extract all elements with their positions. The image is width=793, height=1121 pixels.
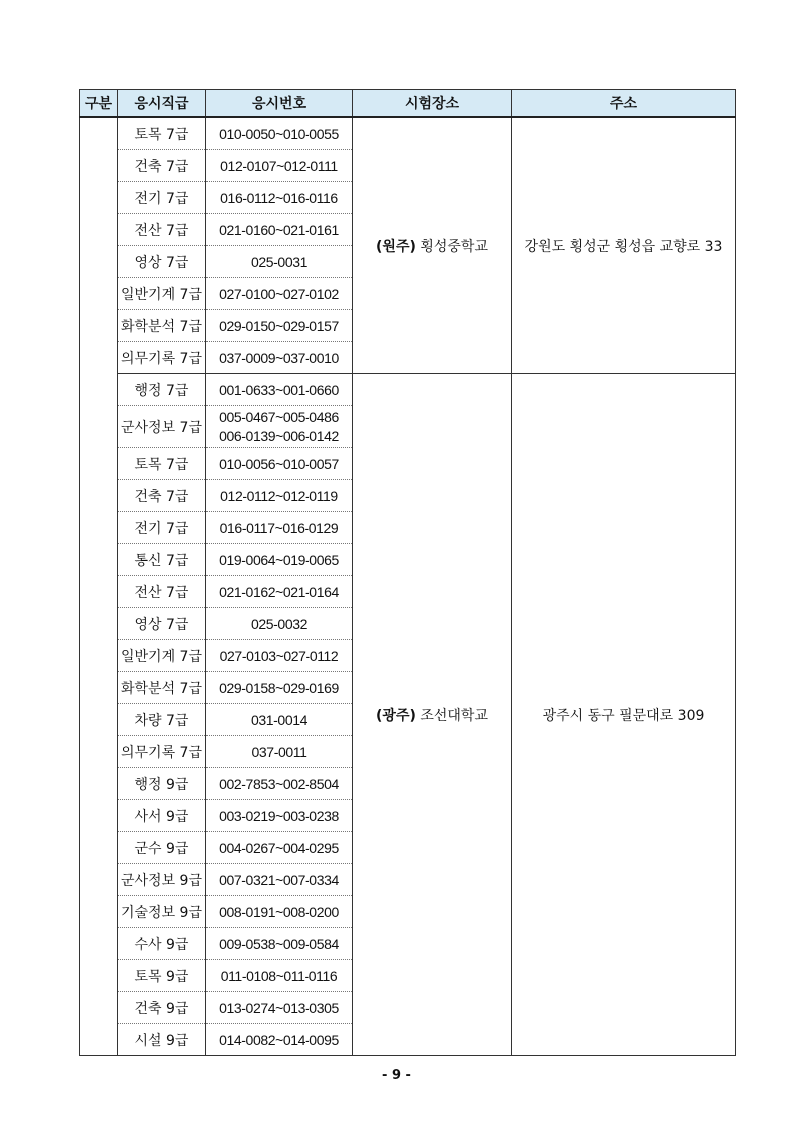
exam-number-cell <box>206 182 353 214</box>
exam-number: 003-0219~003-0238 <box>219 807 339 824</box>
exam-number-cell <box>206 278 353 310</box>
grade-cell: 전기 7급 <box>118 182 206 214</box>
grade-cell: 일반기계 7급 <box>118 640 206 672</box>
grade-cell: 건축 7급 <box>118 150 206 182</box>
exam-number: 016-0112~016-0116 <box>220 189 338 206</box>
grade-cell: 토목 7급 <box>118 117 206 150</box>
exam-number: 008-0191~008-0200 <box>219 903 339 920</box>
exam-number: 012-0112~012-0119 <box>220 487 338 504</box>
grade-cell: 건축 9급 <box>118 992 206 1024</box>
exam-number-cell <box>206 406 353 448</box>
grade-cell: 기술정보 9급 <box>118 896 206 928</box>
grade-cell: 행정 9급 <box>118 768 206 800</box>
exam-number-cell <box>206 608 353 640</box>
exam-number: 010-0050~010-0055 <box>219 125 339 142</box>
exam-number-cell <box>206 960 353 992</box>
grade-cell: 행정 7급 <box>118 374 206 406</box>
exam-number-cell <box>206 150 353 182</box>
exam-number: 025-0032 <box>251 615 307 632</box>
exam-number: 014-0082~014-0095 <box>219 1031 339 1048</box>
exam-number-cell <box>206 672 353 704</box>
exam-number: 025-0031 <box>251 253 307 270</box>
exam-number-cell <box>206 1024 353 1056</box>
exam-number: 012-0107~012-0111 <box>220 157 338 174</box>
venue-address: 강원도 횡성군 횡성읍 교향로 33 <box>512 117 736 374</box>
exam-number-cell <box>206 342 353 374</box>
exam-number: 007-0321~007-0334 <box>219 871 339 888</box>
venue-school: 조선대학교 <box>420 707 488 724</box>
grade-cell: 영상 7급 <box>118 246 206 278</box>
grade-cell: 사서 9급 <box>118 800 206 832</box>
exam-number-cell <box>206 896 353 928</box>
exam-number-cell <box>206 310 353 342</box>
exam-venue-table <box>79 89 736 1056</box>
grade-cell: 차량 7급 <box>118 704 206 736</box>
exam-number-cell <box>206 576 353 608</box>
exam-number: 027-0103~027-0112 <box>219 647 339 664</box>
table-row <box>80 374 736 406</box>
exam-number-cell <box>206 374 353 406</box>
grade-cell: 토목 9급 <box>118 960 206 992</box>
exam-number: 029-0158~029-0169 <box>219 679 339 696</box>
exam-number-cell <box>206 736 353 768</box>
exam-number: 006-0139~006-0142 <box>219 427 339 444</box>
header-grade: 응시직급 <box>118 90 206 118</box>
exam-number-cell <box>206 768 353 800</box>
venue-region: (원주) <box>376 238 416 255</box>
page-number: - 9 - <box>382 1068 411 1083</box>
grade-cell: 전산 7급 <box>118 214 206 246</box>
exam-number: 021-0162~021-0164 <box>219 583 339 600</box>
grade-cell: 군사정보 9급 <box>118 864 206 896</box>
exam-number-cell <box>206 214 353 246</box>
grade-cell: 군수 9급 <box>118 832 206 864</box>
grade-cell: 전산 7급 <box>118 576 206 608</box>
exam-number: 029-0150~029-0157 <box>219 317 339 334</box>
grade-cell: 통신 7급 <box>118 544 206 576</box>
exam-number-cell <box>206 800 353 832</box>
exam-number: 027-0100~027-0102 <box>219 285 339 302</box>
grade-cell: 의무기록 7급 <box>118 342 206 374</box>
exam-number-cell <box>206 704 353 736</box>
exam-number: 031-0014 <box>251 711 307 728</box>
gubun-cell <box>80 117 118 1056</box>
exam-number: 004-0267~004-0295 <box>219 839 339 856</box>
header-gubun: 구분 <box>80 90 118 118</box>
exam-number: 002-7853~002-8504 <box>219 775 339 792</box>
grade-cell: 토목 7급 <box>118 448 206 480</box>
grade-cell: 군사정보 7급 <box>118 406 206 448</box>
header-number: 응시번호 <box>206 90 353 118</box>
grade-cell: 화학분석 7급 <box>118 310 206 342</box>
exam-number-cell <box>206 992 353 1024</box>
exam-number-cell <box>206 640 353 672</box>
header-venue: 시험장소 <box>353 90 512 118</box>
exam-number-cell <box>206 832 353 864</box>
exam-number: 011-0108~011-0116 <box>220 967 338 984</box>
exam-number-cell <box>206 544 353 576</box>
header-address: 주소 <box>512 90 736 118</box>
exam-number: 009-0538~009-0584 <box>219 935 339 952</box>
exam-number-cell <box>206 117 353 150</box>
exam-number-cell <box>206 448 353 480</box>
exam-number: 001-0633~001-0660 <box>219 381 339 398</box>
table-row <box>80 117 736 150</box>
venue-cell <box>353 117 512 374</box>
venue-school: 횡성중학교 <box>420 238 488 255</box>
exam-number-cell <box>206 864 353 896</box>
exam-number: 010-0056~010-0057 <box>219 455 339 472</box>
exam-number: 037-0011 <box>251 743 307 760</box>
exam-number-cell <box>206 246 353 278</box>
table-header-row <box>80 90 736 118</box>
exam-number: 021-0160~021-0161 <box>219 221 339 238</box>
exam-number-cell <box>206 928 353 960</box>
exam-number: 016-0117~016-0129 <box>219 519 339 536</box>
grade-cell: 전기 7급 <box>118 512 206 544</box>
exam-number-cell <box>206 512 353 544</box>
exam-number: 005-0467~005-0486 <box>219 408 339 425</box>
venue-cell <box>353 374 512 1056</box>
exam-number: 013-0274~013-0305 <box>219 999 339 1016</box>
exam-number-cell <box>206 480 353 512</box>
grade-cell: 수사 9급 <box>118 928 206 960</box>
grade-cell: 시설 9급 <box>118 1024 206 1056</box>
grade-cell: 의무기록 7급 <box>118 736 206 768</box>
exam-number: 019-0064~019-0065 <box>219 551 339 568</box>
grade-cell: 건축 7급 <box>118 480 206 512</box>
venue-address: 광주시 동구 필문대로 309 <box>512 374 736 1056</box>
grade-cell: 화학분석 7급 <box>118 672 206 704</box>
grade-cell: 일반기계 7급 <box>118 278 206 310</box>
venue-region: (광주) <box>376 707 416 724</box>
exam-number: 037-0009~037-0010 <box>219 349 339 366</box>
table-body <box>80 117 736 1056</box>
grade-cell: 영상 7급 <box>118 608 206 640</box>
